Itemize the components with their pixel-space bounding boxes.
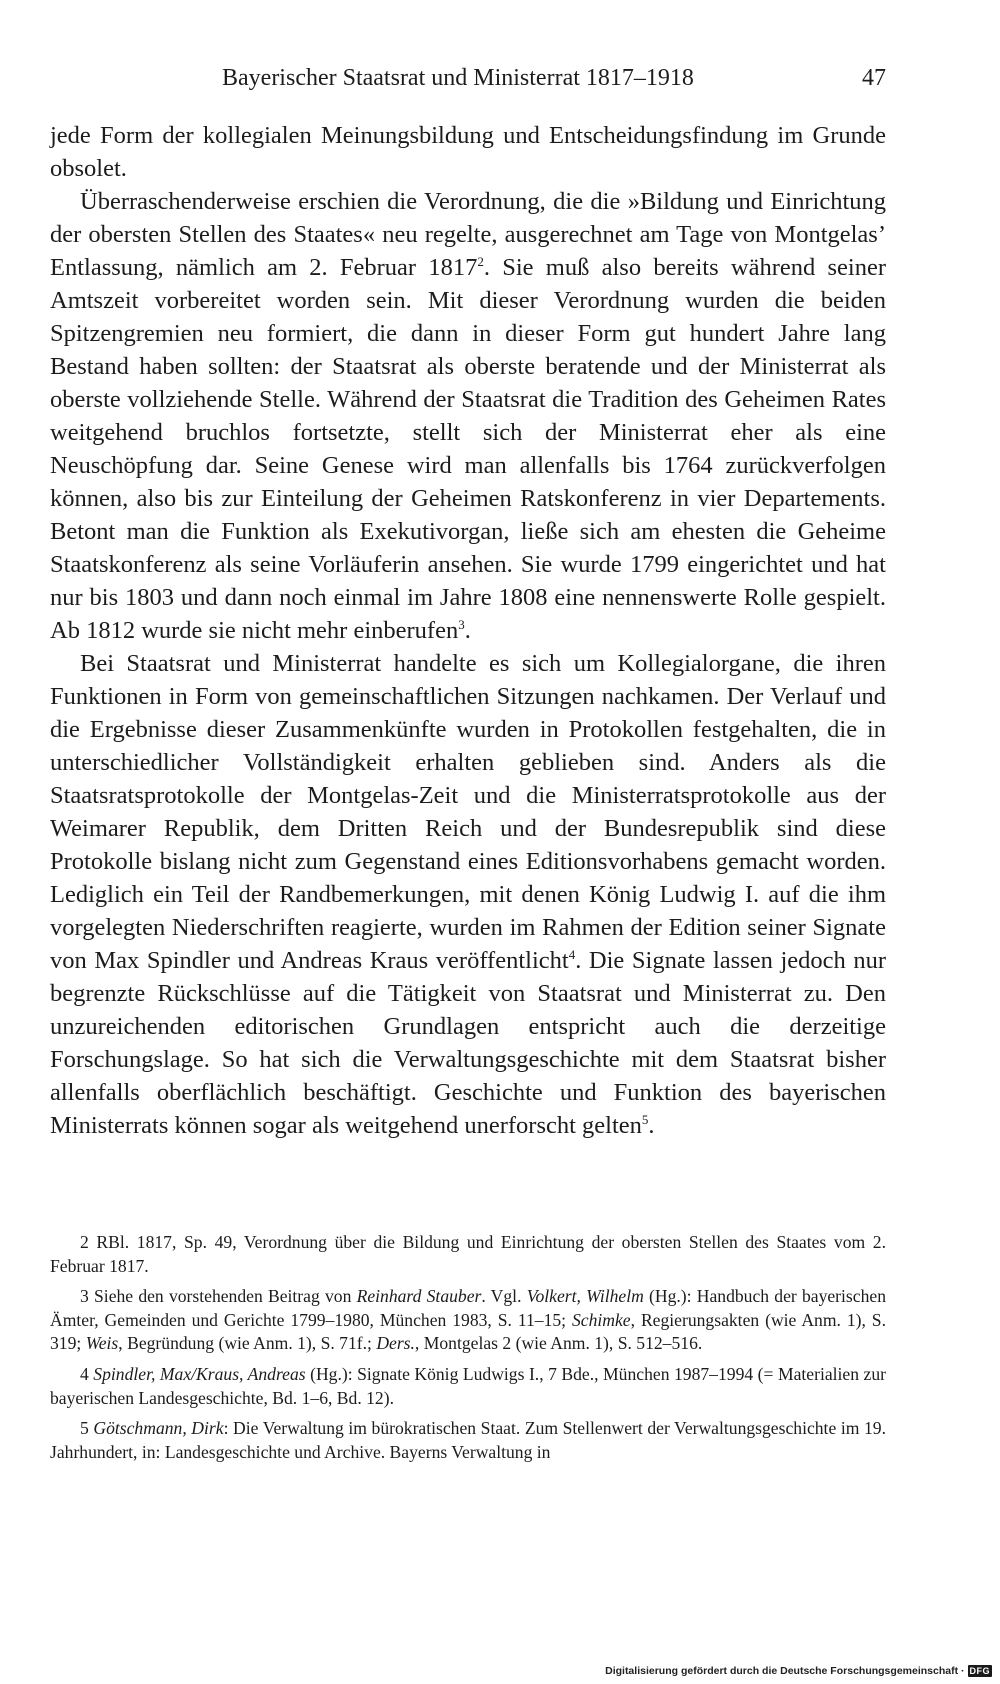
paragraph-text: Überraschenderweise erschien die Verordnung, die die »Bildung und Einrichtung der obersten Stellen des Staates« neu regelte, ausgerechnet am Tage von Montgelas’ Entlassung, nämlich am 2. Februar 1817 (50, 188, 886, 281)
footnote-text: (Hg.): Signate König Ludwigs I., 7 Bde., München 1987–1994 (= Materialien zur bayerischen Landesgeschichte, Bd. 1–6, Bd. 12). (50, 1363, 886, 1408)
footnote-text: , Regierungsakten (wie Anm. 1), S. 319; (50, 1309, 886, 1354)
paragraph-text: . Die Signate lassen jedoch nur begrenzte Rückschlüsse auf die Tätigkeit von Staatsrat und Ministerrat zu. Den unzureichenden editorischen Grundlagen entspricht auch die derzeitige Forschungslage. So hat sich die Verwaltungsgeschichte mit dem Staatsrat bisher allenfalls oberflächlich beschäftigt. Geschichte und Funktion des bayerischen Ministerrats können sogar als weitgehend unerforscht gelten (50, 947, 887, 1139)
paragraph-text: . Sie muß also bereits während seiner Amtszeit vorbereitet worden sein. Mit dieser Verordnung wurden die beiden Spitzengremien neu formiert, die dann in dieser Form gut hundert Jahre lang Bestand haben sollten: der Staatsrat als oberste beratende und der Ministerrat als oberste vollziehende Stelle. Während der Staatsrat die Tradition des Geheimen Rates weitgehend bruchlos fortsetzte, stellt sich der Ministerrat eher als eine Neuschöpfung dar. Seine Genese wird man allenfalls bis 1764 zurückverfolgen können, also bis zur Einteilung der Geheimen Ratskonferenz in vier Departements. Betont man die Funktion als Exekutivorgan, ließe sich am ehesten die Geheime Staatskonferenz als seine Vorläuferin ansehen. Sie wurde 1799 eingerichtet und hat nur bis 1803 und dann noch einmal im Jahre 1808 eine nennenswerte Rolle gespielt. Ab 1812 wurde sie nicht mehr einberufen (50, 254, 886, 644)
footnotes (50, 1231, 886, 1471)
digitization-credit (605, 1665, 992, 1677)
paragraph (50, 185, 886, 647)
footnote-ref-4[interactable]: 4 (568, 946, 576, 962)
footnote-text: . Vgl. (481, 1286, 527, 1307)
footnote-2 (50, 1231, 886, 1278)
footnote-text: 2 RBl. 1817, Sp. 49, Verordnung über die Bildung und Einrichtung der obersten Stellen des Staates vom 2. Februar 1817. (50, 1232, 886, 1276)
footnote-3 (50, 1285, 886, 1356)
author-name: Reinhard Stauber (356, 1286, 482, 1307)
paragraph-text: . (464, 617, 471, 644)
footnote-text: 4 (80, 1363, 94, 1384)
footnote-ref-5[interactable]: 5 (641, 1111, 649, 1127)
author-name: Schimke (572, 1309, 631, 1330)
footnote-text: 5 (80, 1418, 94, 1439)
dfg-logo-icon: DFG (969, 1666, 990, 1676)
paragraph-text: . (648, 1112, 655, 1139)
author-name: Weis (85, 1333, 119, 1354)
footnote-ref-3[interactable]: 3 (458, 616, 465, 632)
running-title: Bayerischer Staatsrat und Ministerrat 1817–1918 (222, 65, 694, 91)
credit-text: Digitalisierung gefördert durch die Deutsche Forschungsgemeinschaft · (605, 1665, 965, 1677)
footnote-text: , Begründung (wie Anm. 1), S. 71f.; (118, 1333, 377, 1354)
footnote-text: 3 Siehe den vorstehenden Beitrag von (80, 1286, 357, 1307)
running-header (50, 62, 886, 94)
author-name: Spindler, Max/Kraus, Andreas (93, 1363, 306, 1384)
paragraph (50, 647, 886, 1142)
author-name: Ders. (376, 1333, 415, 1354)
page-number: 47 (862, 65, 886, 91)
paragraph-text: jede Form der kollegialen Meinungsbildung und Entscheidungsfindung im Grunde obsolet. (50, 122, 886, 182)
paragraph (50, 119, 886, 185)
paragraph-text: Bei Staatsrat und Ministerrat handelte es sich um Kollegialorgane, die ihren Funktionen in Form von gemeinschaftlichen Sitzungen nachkamen. Der Verlauf und die Ergebnisse dieser Zusammenkünfte wurden in Protokollen festgehalten, die in unterschiedlicher Vollständigkeit erhalten geblieben sind. Anders als die Staatsratsprotokolle der Montgelas-Zeit und die Ministerratsprotokolle aus der Weimarer Republik, dem Dritten Reich und der Bundesrepublik sind diese Protokolle bislang nicht zum Gegenstand eines Editionsvorhabens gemacht worden. Lediglich ein Teil der Randbemerkungen, mit denen König Ludwig I. auf die ihm vorgelegten Niederschriften reagierte, wurden im Rahmen der Edition seiner Signate von Max Spindler und Andreas Kraus veröffentlicht (50, 650, 886, 974)
footnote-5 (50, 1417, 886, 1464)
footnote-text: : Die Verwaltung im bürokratischen Staat. Zum Stellenwert der Verwaltungsgeschichte im 19. Jahrhundert, in: Landesgeschichte und Archive. Bayerns Verwaltung in (50, 1418, 886, 1462)
body-text (50, 119, 886, 1142)
footnote-text: (Hg.): Handbuch der bayerischen Ämter, Gemeinden und Gerichte 1799–1980, München 1983, S. 11–15; (50, 1286, 886, 1330)
author-name: Götschmann, Dirk (93, 1418, 224, 1439)
footnote-text: , Montgelas 2 (wie Anm. 1), S. 512–516. (414, 1333, 703, 1354)
footnote-4 (50, 1363, 886, 1410)
footnote-ref-2[interactable]: 2 (477, 253, 484, 269)
author-name: Volkert, Wilhelm (526, 1286, 644, 1307)
